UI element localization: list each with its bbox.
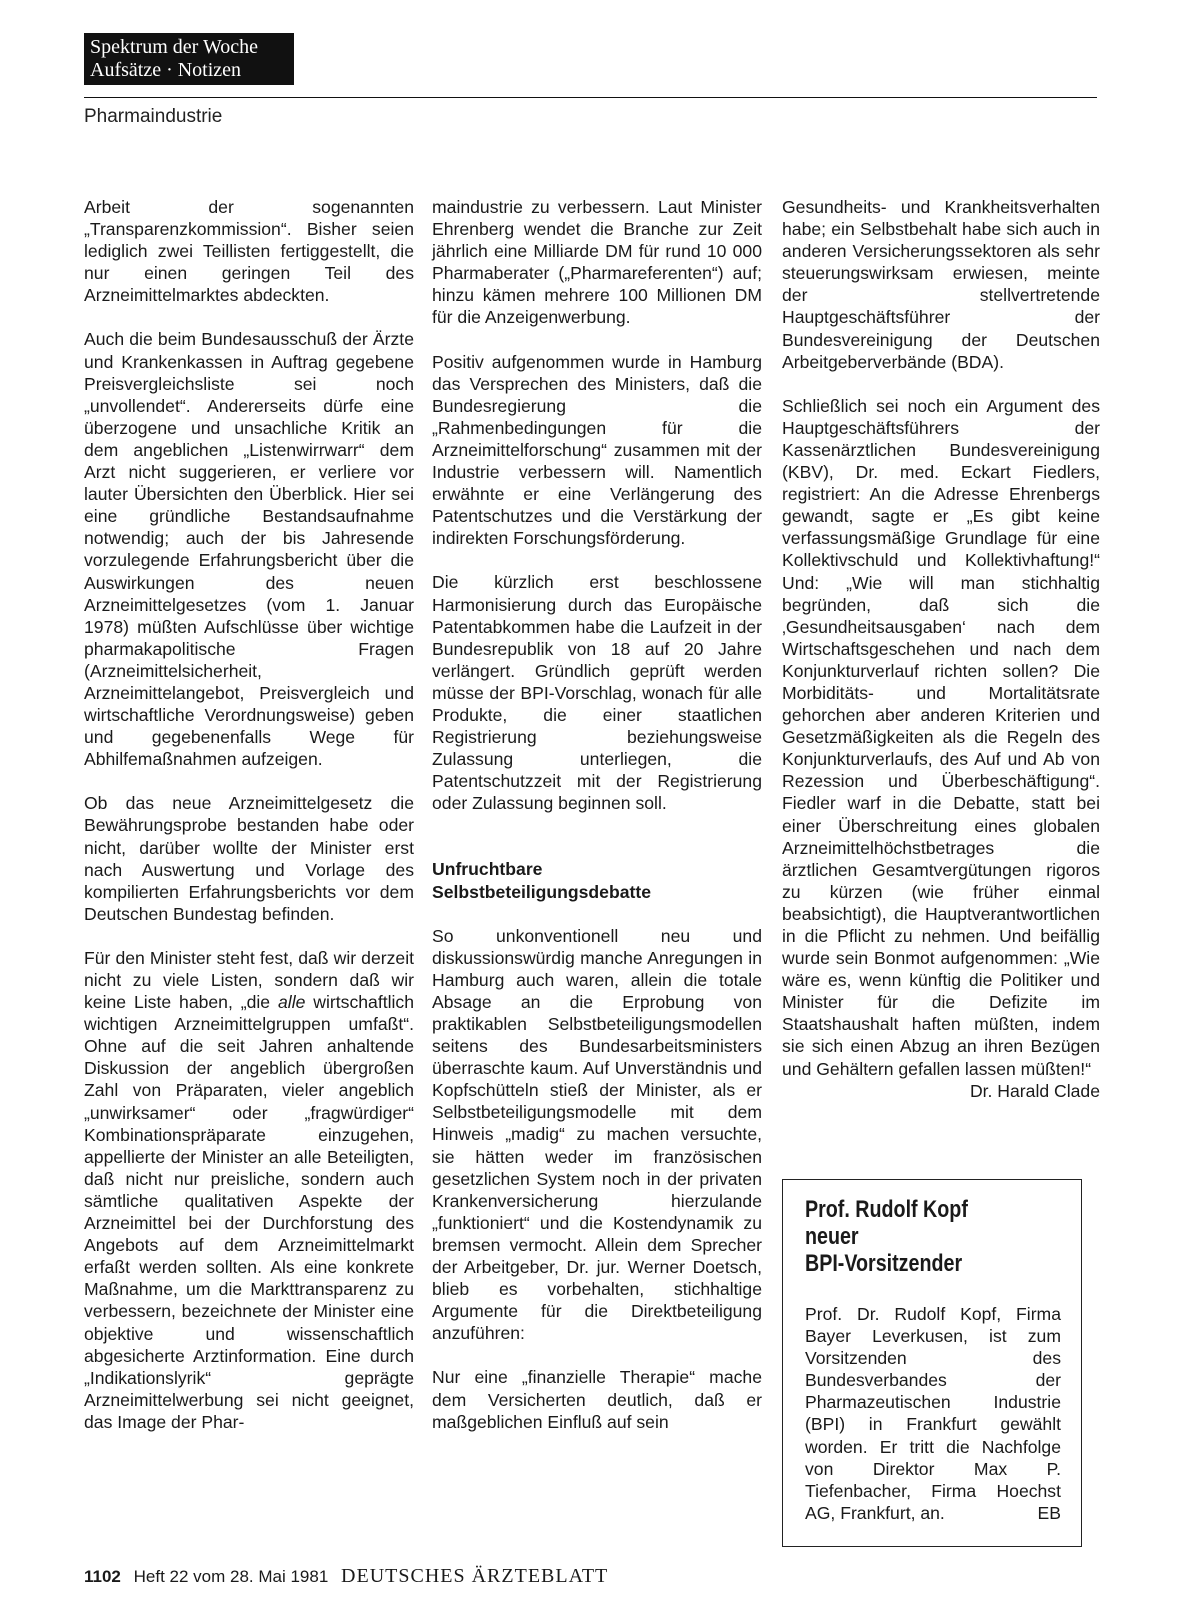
news-box-text: Prof. Dr. Rudolf Kopf, Firma Bayer Leverkusen, ist zum Vorsitzenden des Bundesverbandes der Pharmazeutischen Industrie (BPI) in Frankfurt gewählt worden. Er tritt die Nachfolge von Direktor Max P. Tiefenbacher, Firma Hoechst AG, Frankfurt, an. — [805, 1304, 1061, 1523]
subheading — [432, 858, 762, 902]
rubric-line-2: Aufsätze · Notizen — [90, 59, 242, 81]
subheading-line-1: Unfruchtbare — [432, 859, 543, 880]
page-number: 1102 — [84, 1567, 121, 1586]
section-title: Pharmaindustrie — [84, 106, 223, 127]
news-box-title-line-2: neuer — [805, 1223, 859, 1250]
rubric-line-1: Spektrum der Woche — [90, 36, 258, 58]
paragraph: So unkonventionell neu und diskussionswürdig manche Anregungen in Hamburg auch waren, allein die totale Absage an die Erprobung von praktikablen Selbstbeteiligungsmodellen seitens des Bundesarbeitsministers überraschte kaum. Auf Unverständnis und Kopfschütteln stieß der Minister, als er Selbstbeteiligungsmodelle mit dem Hinweis „madig“ zu machen versuchte, sie hätten weder im französischen gesetzlichen System noch in der privaten Krankenversicherung hierzulande „funktioniert“ und die Kostendynamik zu bremsen vermocht. Allein dem Sprecher der Arbeitgeber, Dr. jur. Werner Doetsch, blieb es vorbehalten, stichhaltige Argumente für die Direktbeteiligung anzuführen: — [432, 925, 762, 1344]
column-2 — [432, 196, 762, 1433]
paragraph: Positiv aufgenommen wurde in Hamburg das Versprechen des Ministers, daß die Bundesregierung die „Rahmenbedingungen für die Arzneimittelforschung“ zusammen mit der Industrie verbessern will. Namentlich erwähnte er eine Verlängerung des Patentschutzes und die Verstärkung der indirekten Forschungsförderung. — [432, 351, 762, 549]
news-box-title — [805, 1196, 1015, 1277]
paragraph: Ob das neue Arzneimittelgesetz die Bewährungsprobe bestanden habe oder nicht, darüber wollte der Minister erst nach Auswertung und Vorlage des kompilierten Erfahrungsberichts vor dem Deutschen Bundestag befinden. — [84, 793, 414, 924]
paragraph: Gesundheits- und Krankheitsverhalten habe; ein Selbstbehalt habe sich auch in anderen Versicherungssektoren als sehr steuerungswirksam erwiesen, meinte der stellvertretende Hauptgeschäftsführer der Bundesvereinigung der Deutschen Arbeitgeberverbände (BDA). — [782, 197, 1100, 372]
text-run: wirtschaftlich wichtigen Arzneimittelgruppen umfaßt“. Ohne auf die seit Jahren anhaltende Diskussion der angeblich übergroßen Zahl von Präparaten, vieler angeblich „unwirksamer“ oder „fragwürdiger“ Kombinationspräparate einzugehen, appellierte der Minister an alle Beteiligten, daß nicht nur preisliche, sondern auch sämtliche qualitativen Aspekte der Arzneimittel bei der Durchforstung des Angebots auf dem Arzneimittelmarkt erfaßt werden sollten. Als eine konkrete Maßnahme, um die Markttransparenz zu verbessern, bezeichnete der Minister eine objektive und wissenschaftlich abgesicherte Arztinformation. Eine durch „Indikationslyrik“ geprägte Arzneimittelwerbung sei nicht geeignet, das Image der Phar- — [84, 992, 414, 1432]
news-box-initials: EB — [1037, 1502, 1061, 1523]
header-rule — [84, 97, 1097, 98]
paragraph — [84, 947, 414, 1433]
page-footer — [84, 1565, 608, 1588]
author-name: Dr. Harald Clade — [969, 1080, 1100, 1101]
subheading-line-2: Selbstbeteiligungsdebatte — [432, 881, 651, 902]
rubric-box — [84, 33, 294, 85]
paragraph: Auch die beim Bundesausschuß der Ärzte und Krankenkassen in Auftrag gegebene Preisvergleichsliste sei noch „unvollendet“. Andererseits dürfe eine überzogene und unsachliche Kritik an dem angeblichen „Listenwirrwarr“ dem Arzt nicht suggerieren, er verliere vor lauter Übersichten den Überblick. Hier sei eine gründliche Bestandsaufnahme notwendig; auch der bis Jahresende vorzulegende Erfahrungsbericht über die Auswirkungen des neuen Arzneimittelgesetzes (vom 1. Januar 1978) müßten Aufschlüsse über wichtige pharmakapolitische Fragen (Arzneimittelsicherheit, Arzneimittelangebot, Preisvergleich und wirtschaftliche Verordnungsweise) geben und gegebenenfalls Wege für Abhilfemaßnahmen aufzeigen. — [84, 329, 414, 770]
paragraph: Die kürzlich erst beschlossene Harmonisierung durch das Europäische Patentabkommen habe die Laufzeit in der Bundesrepublik von 18 auf 20 Jahre verlängert. Gründlich geprüft werden müsse der BPI-Vorschlag, wonach für alle Produkte, die einer staatlichen Registrierung beziehungsweise Zulassung unterliegen, die Patentschutzzeit mit der Registrierung oder Zulassung beginnen soll. — [432, 572, 762, 814]
journal-name: DEUTSCHES ÄRZTEBLATT — [341, 1565, 609, 1587]
paragraph: Schließlich sei noch ein Argument des Hauptgeschäftsführers der Kassenärztlichen Bundesvereinigung (KBV), Dr. med. Eckart Fiedlers, registriert: An die Adresse Ehrenbergs gewandt, sagte er „Es gibt keine verfassungsmäßige Grundlage für eine Kollektivschuld und Kollektivhaftung!“ Und: „Wie will man stichhaltig begründen, daß sich die ‚Gesundheitsausgaben‘ nach dem Wirtschaftsgeschehen und nach dem Konjunkturverlauf richten sollen? Die Morbiditäts- und Mortalitätsrate gehorchen aber anderen Kriterien und Gesetzmäßigkeiten als die Regeln des Konjunkturverlaufs, des Auf und Ab von Rezession und Überbeschäftigung“. Fiedler warf in die Debatte, statt bei einer Überschreitung eines globalen Arzneimittelhöchstbetrages die ärztlichen Gesamtvergütungen rigoros zu kürzen (wie früher einmal beabsichtigt), die Hauptverantwortlichen in die Pflicht zu nehmen. Und beifällig wurde sein Bonmot aufgenommen: „Wie wäre es, wenn künftig die Politiker und Minister für die Defizite im Staatshaushalt haften müßten, indem sie sich einen Abzug an ihren Bezügen und Gehältern gefallen lassen müßten!“ — [782, 395, 1100, 1079]
paragraph: Arbeit der sogenannten „Transparenzkommission“. Bisher seien lediglich zwei Teillisten fertiggestellt, die nur einen geringen Teil des Arzneimittelmarktes abdeckten. — [84, 197, 414, 306]
news-box-title-line-1: Prof. Rudolf Kopf — [805, 1196, 968, 1223]
news-box-body — [805, 1303, 1061, 1524]
column-3 — [782, 196, 1100, 1102]
news-box — [782, 1179, 1082, 1547]
author-line — [782, 1080, 1100, 1102]
news-box-title-line-3: BPI-Vorsitzender — [805, 1250, 963, 1277]
emphasis: alle — [278, 992, 306, 1013]
paragraph: maindustrie zu verbessern. Laut Minister Ehrenberg wendet die Branche zur Zeit jährlich eine Milliarde DM für rund 10 000 Pharmaberater („Pharmareferenten“) auf; hinzu kämen mehrere 100 Millionen DM für die Anzeigenwerbung. — [432, 197, 762, 328]
paragraph: Nur eine „finanzielle Therapie“ mache dem Versicherten deutlich, daß er maßgeblichen Einfluß auf sein — [432, 1367, 762, 1432]
column-1 — [84, 196, 414, 1433]
issue-info: Heft 22 vom 28. Mai 1981 — [133, 1567, 329, 1586]
text-run: Für den Minister steht fest, daß wir derzeit nicht zu viele Listen, sondern daß wir keine Liste haben, „die — [84, 947, 414, 1013]
